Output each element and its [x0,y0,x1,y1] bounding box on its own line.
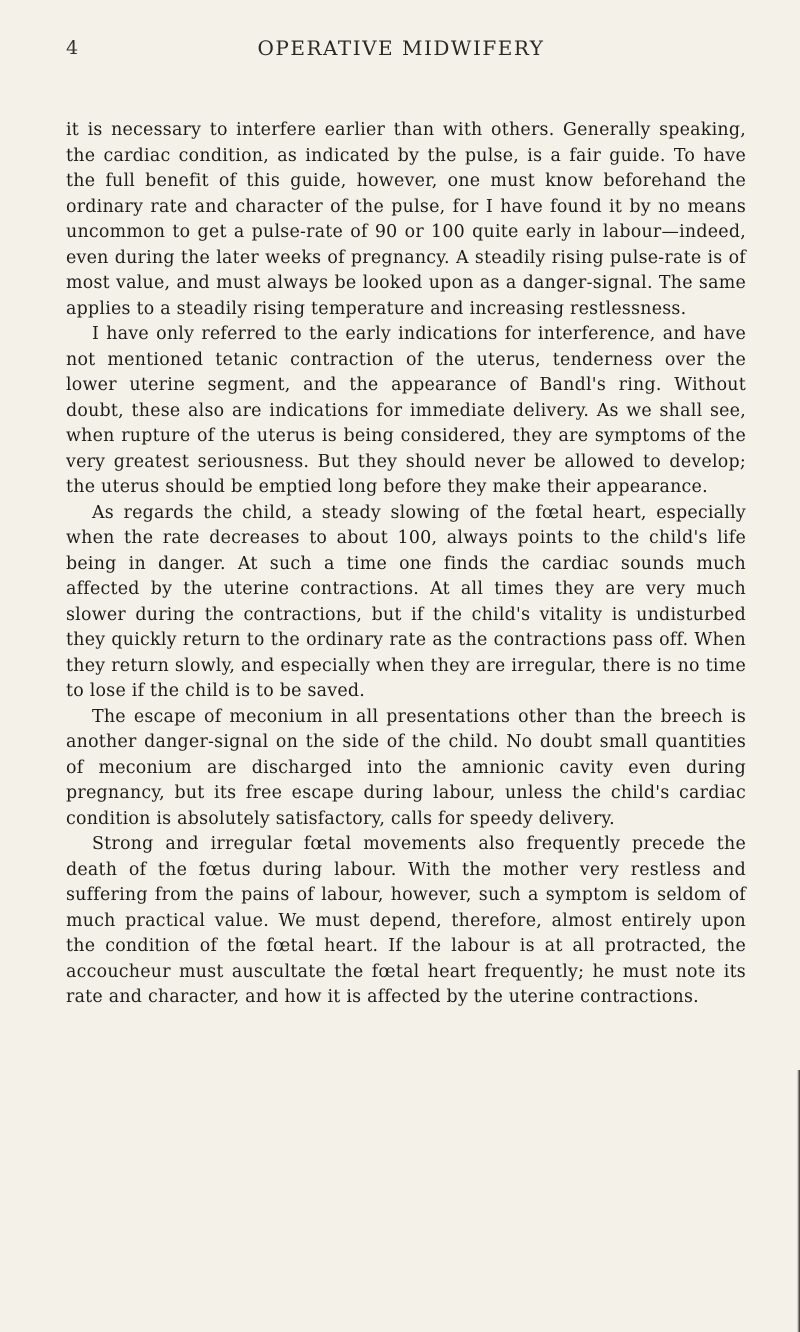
page-number: 4 [66,37,79,59]
paragraph: The escape of meconium in all presentations other than the breech is another danger-signal on the side of the child. No doubt small quantities of meconium are discharged into the amnionic cavity even during pregnancy, but its free escape during labour, unless the child's cardiac condition is absolutely satisfactory, calls for speedy delivery. [66,706,746,829]
paragraph: As regards the child, a steady slowing of the fœtal heart, especially when the rate decreases to about 100, always points to the child's life being in danger. At such a time one finds the cardiac sounds much affected by the uterine contractions. At all times they are very much slower during the contractions, but if the child's vitality is undisturbed they quickly return to the ordinary rate as the contractions pass off. When they return slowly, and especially when they are irregular, there is no time to lose if the child is to be saved. [66,502,746,701]
paragraph: Strong and irregular fœtal movements also frequently precede the death of the fœtus during labour. With the mother very restless and suffering from the pains of labour, however, such a symptom is seldom of much practical value. We must depend, therefore, almost entirely upon the condition of the fœtal heart. If the labour is at all protracted, the accoucheur must auscultate the fœtal heart frequently; he must note its rate and character, and how it is affected by the uterine contractions. [66,834,746,1007]
body-text [66,118,746,1011]
running-title: OPERATIVE MIDWIFERY [257,36,545,60]
page-header [66,36,736,66]
paragraph: I have only referred to the early indications for interference, and have not mentioned tetanic contraction of the uterus, tenderness over the lower uterine segment, and the appearance of Bandl's ring. Without doubt, these also are indications for immediate delivery. As we shall see, when rupture of the uterus is being considered, they are symptoms of the very greatest seriousness. But they should never be allowed to develop; the uterus should be emptied long before they make their appearance. [66,324,746,497]
paragraph: it is necessary to interfere earlier than with others. Generally speaking, the cardiac condition, as indicated by the pulse, is a fair guide. To have the full benefit of this guide, however, one must know beforehand the ordinary rate and character of the pulse, for I have found it by no means uncommon to get a pulse-rate of 90 or 100 quite early in labour—indeed, even during the later weeks of pregnancy. A steadily rising pulse-rate is of most value, and must always be looked upon as a danger-signal. The same applies to a steadily rising temperature and increasing restlessness. [66,120,746,319]
